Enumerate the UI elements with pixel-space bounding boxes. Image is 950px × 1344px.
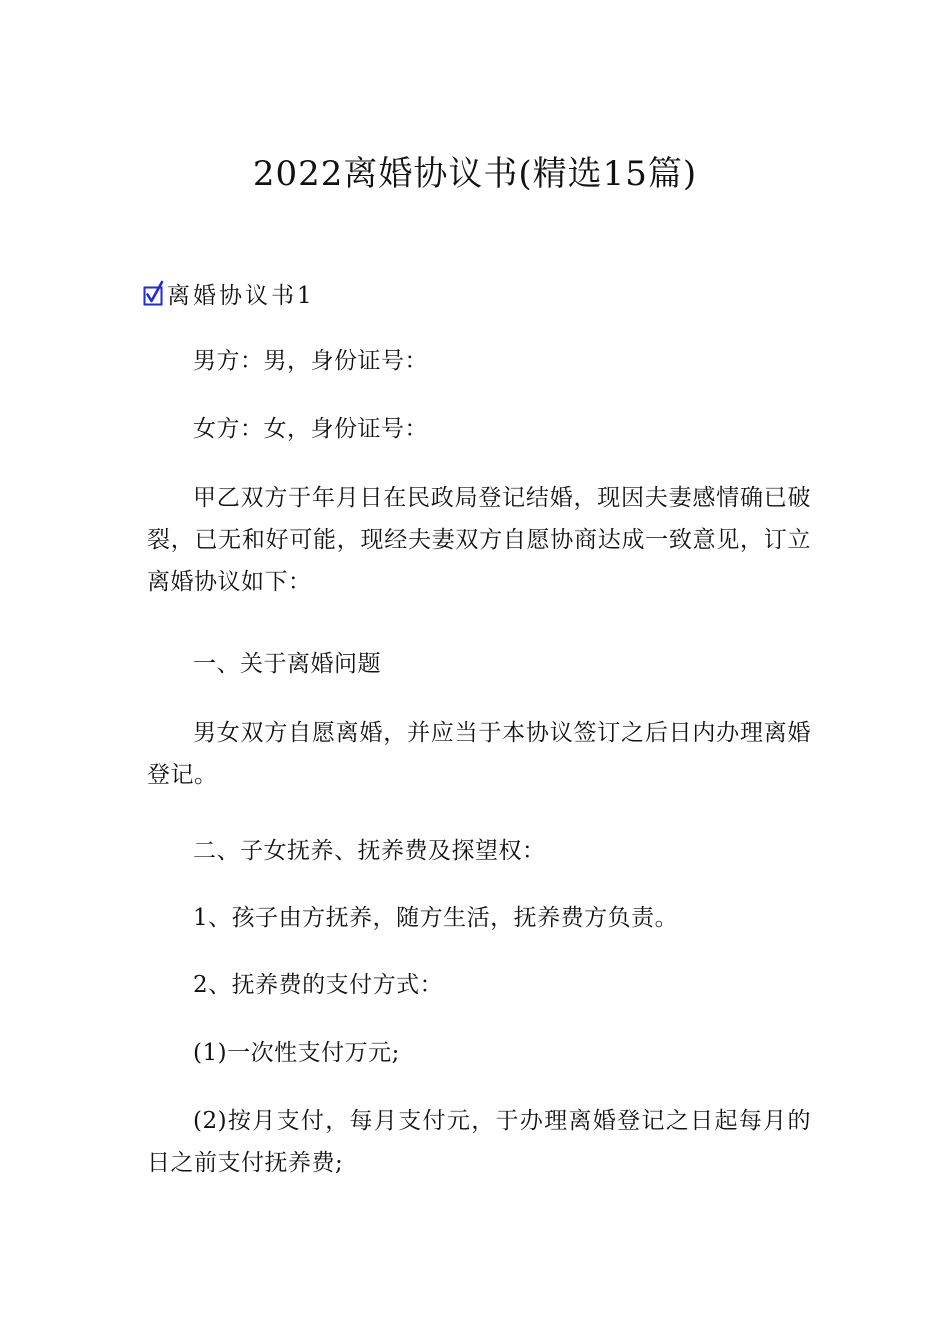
paragraph-marriage-statement: 甲乙双方于年月日在民政局登记结婚，现因夫妻感情确已破裂，已无和好可能，现经夫妻双方自愿协商达成一致意见，订立离婚协议如下： — [147, 485, 811, 595]
paragraph-clause-1-heading: 一、关于离婚问题 — [193, 651, 381, 677]
paragraph-divorce-registration: 男女双方自愿离婚，并应当于本协议签订之后日内办理离婚登记。 — [147, 720, 811, 788]
paragraph-female-party: 女方：女，身份证号： — [193, 416, 428, 442]
section-heading — [143, 276, 315, 310]
paragraph-lump-sum: (1)一次性支付万元; — [193, 1040, 400, 1066]
paragraph-clause-2-heading: 二、子女抚养、抚养费及探望权： — [193, 838, 546, 864]
paragraph-custody: 1、孩子由方抚养，随方生活，抚养费方负责。 — [193, 905, 679, 931]
paragraph-payment-method: 2、抚养费的支付方式： — [193, 972, 444, 998]
document-title: 2022离婚协议书(精选15篇) — [252, 154, 698, 194]
paragraph-monthly-payment: (2)按月支付，每月支付元，于办理离婚登记之日起每月的日之前支付抚养费; — [147, 1108, 811, 1176]
section-heading-text: 离婚协议书1 — [167, 282, 315, 309]
paragraph-male-party: 男方：男，身份证号： — [193, 348, 428, 374]
checked-checkbox-icon — [143, 280, 165, 306]
